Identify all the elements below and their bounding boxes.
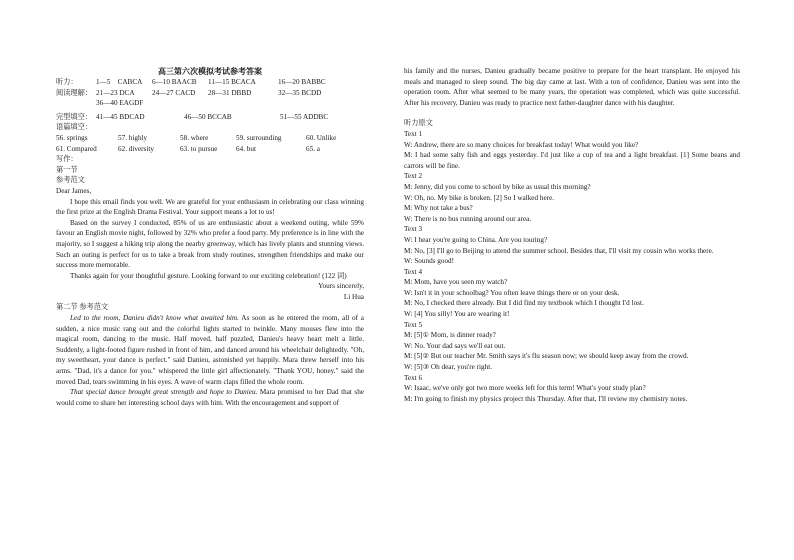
transcript-line: M: Mom, have you seen my watch? bbox=[404, 278, 508, 287]
answer-group: 32—35 BCDD bbox=[278, 88, 322, 97]
transcript-line: M: [5]② But our teacher Mr. Smith says it's flu season now; we should keep away from the crowd. bbox=[404, 352, 689, 361]
grammar-answer: 63. to pursue bbox=[180, 144, 218, 153]
transcript-line: W: Isn't it in your schoolbag? You often leave things there or on your desk. bbox=[404, 288, 620, 297]
grammar-answer: 59. surrounding bbox=[236, 133, 282, 142]
transcript-line: M: I had some salty fish and eggs yesterday. I'd just like a cup of tea and a light breakfast. [1] Some beans and carrots will be fine. bbox=[404, 151, 740, 170]
letter-closing: Yours sincerely, bbox=[318, 282, 364, 291]
letter-paragraph: I hope this email finds you well. We are grateful for your enthusiasm in celebrating our class winning the first prize at the English Drama Festival. Your support means a lot to us! bbox=[56, 197, 364, 217]
story-opening-sentence: That special dance brought great strength and hope to Danieu. bbox=[70, 388, 258, 397]
grammar-row-2 bbox=[56, 144, 364, 155]
transcript-heading: Text 5 bbox=[404, 320, 423, 329]
letter-paragraph: Based on the survey I conducted, 85% of us are enthusiastic about a weekend outing, while 59% favour an English movie night, followed by 32% who prefer a food party. My preference is in line with the majority, so I suggest a hiking trip along the nearby greenway, which has lively plants and stunning views. Such an outing is perfect for us to take a break from study routines, strengthen friendships and make our success more memorable. bbox=[56, 218, 364, 270]
section1-sample-label: 参考范文 bbox=[56, 176, 85, 185]
story-opening-sentence: Led to the room, Danieu didn't know what awaited him. bbox=[70, 314, 239, 323]
answer-group: 46—50 BCCAB bbox=[184, 112, 232, 121]
grammar-answer: 62. diversity bbox=[118, 144, 154, 153]
letter-greeting: Dear James, bbox=[56, 186, 92, 195]
transcript-heading: Text 1 bbox=[404, 129, 423, 138]
reading-label: 阅读理解： bbox=[56, 88, 92, 97]
transcript-line: M: [5]① Mom, is dinner ready? bbox=[404, 331, 496, 340]
answer-group: 21—23 DCA bbox=[96, 88, 135, 97]
answer-group: 1—5 CABCA bbox=[96, 78, 143, 86]
reading-answers bbox=[56, 88, 364, 99]
answer-group: 11—15 BCACA bbox=[208, 78, 256, 86]
listening-transcript bbox=[404, 129, 740, 404]
transcript-line: W: [4] You silly! You are wearing it! bbox=[404, 310, 510, 319]
transcript-line: M: I'm going to finish my physics project this Thursday. After that, I'll review my chemistry notes. bbox=[404, 394, 688, 403]
answer-group: 16—20 BABBC bbox=[278, 78, 326, 86]
page-title: 高三第六次模拟考试参考答案 bbox=[158, 67, 262, 76]
transcript-line: W: Isaac, we've only got two more weeks left for this term! What's your study plan? bbox=[404, 384, 646, 393]
transcript-line: W: I hear you're going to China. Are you touring? bbox=[404, 235, 548, 244]
transcript-heading: Text 4 bbox=[404, 267, 423, 276]
story-text: As soon as he entered the room, all of a sudden, a nice music rang out and the colorful lights started to twinkle. Many mouses flew into the magical room, dancing to the music. Half moved, half puzzled, Danieu's heavy heart melt a little. Suddenly, a light-footed figure rushed in front of him, and danced around his wheelchair delightedly. "Oh, my sweetheart, your dance is perfect." said Danieu, astonished yet happily. Mara threw herself into his arms. "Dad, it's a dance for you." whispered the little girl affectionately. "Thank YOU, honey." said the moved Dad, tears swimming in his eyes. A wave of warm claps filled the whole room. bbox=[56, 314, 364, 386]
grammar-label: 语篇填空： bbox=[56, 123, 92, 132]
story-paragraph bbox=[56, 313, 364, 387]
transcript-line: M: No, [3] I'll go to Beijing to attend the summer school. Besides that, I'll visit my cousin who works there. bbox=[404, 246, 714, 255]
left-column bbox=[56, 66, 364, 408]
grammar-answer: 60. Unlike bbox=[306, 133, 337, 142]
transcript-line: W: [5]③ Oh dear, you're right. bbox=[404, 363, 493, 372]
section1-label: 第一节 bbox=[56, 165, 78, 174]
transcript-line: W: Andrew, there are so many choices for breakfast today! What would you like? bbox=[404, 140, 639, 149]
cloze-label: 完型填空： bbox=[56, 112, 92, 121]
transcript-line: M: Why not take a bus? bbox=[404, 204, 473, 213]
story-paragraph bbox=[56, 387, 364, 408]
transcript-heading: Text 3 bbox=[404, 225, 423, 234]
answer-group: 51—55 ADDBC bbox=[280, 112, 329, 121]
transcript-line: W: There is no bus running around our area. bbox=[404, 214, 532, 223]
answer-group: 24—27 CACD bbox=[152, 88, 196, 97]
grammar-answer: 61. Compared bbox=[56, 144, 97, 153]
transcript-heading: Text 2 bbox=[404, 172, 423, 181]
answer-group: 41—45 BDCAD bbox=[96, 112, 145, 121]
right-column bbox=[404, 66, 740, 404]
grammar-answer: 58. where bbox=[180, 133, 209, 142]
grammar-answer: 57. highly bbox=[118, 133, 148, 142]
answer-group: 36—40 EAGDF bbox=[96, 99, 144, 108]
listening-answers bbox=[56, 77, 364, 88]
transcript-heading: Text 6 bbox=[404, 373, 423, 382]
cloze-answers bbox=[56, 112, 364, 123]
listening-text-label: 听力原文 bbox=[404, 119, 433, 128]
story-continuation: his family and the nurses, Danieu gradually became positive to prepare for the heart transplant. He enjoyed his meals and managed to sleep sound. The big day came at last. With a ton of confidence, Danieu was sent into the operation room. After what seemed to be many years, the operation was completed, which was quite successful. After his recovery, Danieu was ready to practice next father-daughter dance with his daughter. bbox=[404, 67, 740, 107]
transcript-line: M: No, I checked there already. But I did find my textbook which I thought I'd lost. bbox=[404, 299, 644, 308]
story-text: Mara promised to her Dad that she would come to share her interesting school days with him. With the encouragement and support of bbox=[56, 388, 364, 407]
answer-group: 28—31 DBBD bbox=[208, 88, 252, 97]
transcript-line: W: Sounds good! bbox=[404, 257, 455, 266]
writing-label: 写作： bbox=[56, 155, 78, 164]
answer-group: 6—10 BAACB bbox=[152, 78, 197, 86]
grammar-answer: 56. springs bbox=[56, 133, 88, 142]
transcript-line: W: No. Your dad says we'll eat out. bbox=[404, 341, 506, 350]
letter-paragraph: Thanks again for your thoughtful gesture. Looking forward to our exciting celebration! (122 词) bbox=[70, 271, 347, 280]
transcript-line: M: Jenny, did you come to school by bike as usual this morning? bbox=[404, 182, 591, 191]
grammar-row-1 bbox=[56, 133, 364, 144]
section2-label: 第二节 参考范文 bbox=[56, 303, 109, 312]
grammar-answer: 64. but bbox=[236, 144, 256, 153]
letter-signature: Li Hua bbox=[343, 292, 364, 301]
transcript-line: W: Oh, no. My bike is broken. [2] So I walked here. bbox=[404, 193, 555, 202]
grammar-answer: 65. a bbox=[306, 144, 320, 153]
reading-answers-extra bbox=[56, 98, 364, 109]
listening-label: 听力： bbox=[56, 78, 78, 86]
